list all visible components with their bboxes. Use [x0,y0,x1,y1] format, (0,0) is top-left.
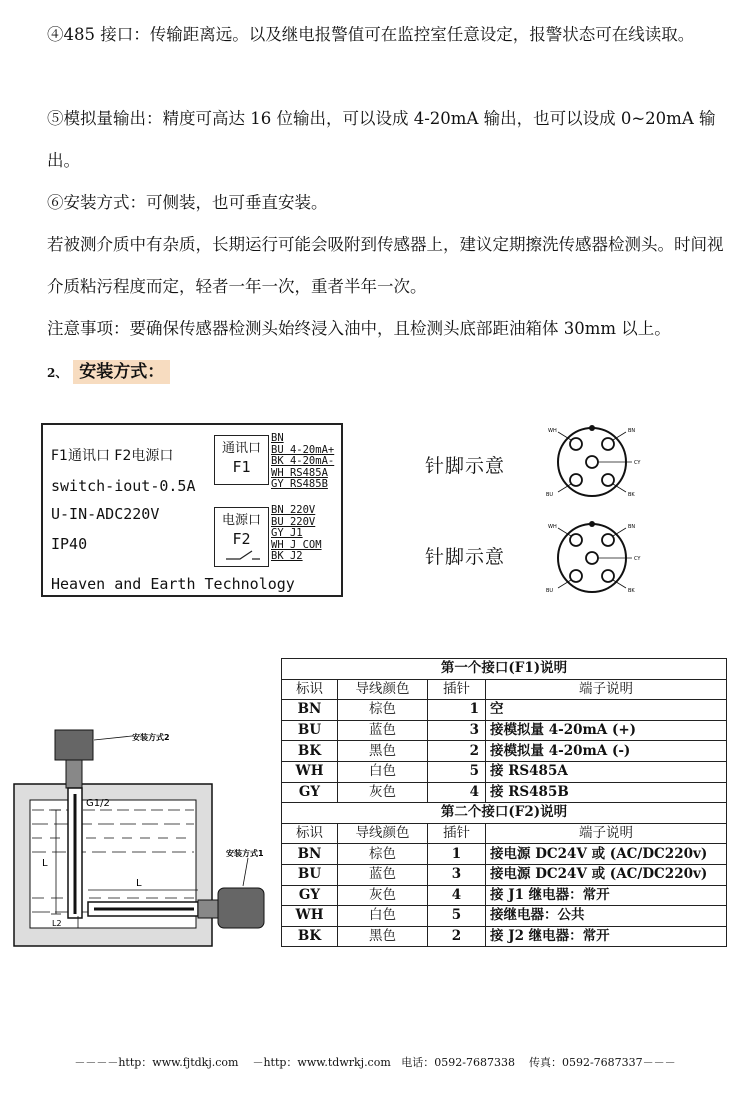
cell-pin: 5 [428,906,486,927]
header-cell: 插针 [428,823,486,844]
pin-label: BK [628,588,635,594]
cell-pin: 4 [428,782,486,803]
f2-wire: WH J COM [271,538,322,551]
f1-wire-list [271,433,334,491]
install-method-1-label: 安装方式1 [226,849,264,858]
cell-id: BK [282,926,338,947]
header-cell: 导线颜色 [338,679,428,700]
paragraph-install: ⑥安装方式：可侧装，也可垂直安装。 [47,193,328,212]
cell-color: 白色 [338,761,428,782]
pin-label: WH [548,428,557,434]
cell-color: 灰色 [338,782,428,803]
header-cell: 标识 [282,823,338,844]
cell-color: 棕色 [338,844,428,865]
pin-label: BU [546,588,554,594]
installation-diagram [8,728,280,950]
label-ip: IP40 [51,535,88,553]
cell-id: BN [282,700,338,721]
cell-pin: 3 [428,720,486,741]
pin-connector-diagrams [540,420,660,605]
header-cell: 导线颜色 [338,823,428,844]
cell-desc: 接继电器：公共 [486,906,727,927]
cell-id: GY [282,782,338,803]
cell-color: 黑色 [338,926,428,947]
paragraph-cleaning: 若被测介质中有杂质，长期运行可能会吸附到传感器上，建议定期擦洗传感器检测头。时间视介质粘污程度而定，轻者一年一次，重者半年一次。 [47,235,724,296]
f2-port-title: 电源口 [221,513,261,528]
cell-desc: 接模拟量 4-20mA (+) [486,720,727,741]
cell-pin: 1 [428,700,486,721]
header-cell: 端子说明 [486,823,727,844]
section-heading [47,357,170,382]
cell-id: WH [282,906,338,927]
product-label-plate [41,423,343,597]
cell-id: BU [282,720,338,741]
cell-desc: 接电源 DC24V 或 (AC/DC220v) [486,844,727,865]
f2-table-title: 第二个接口(F2)说明 [282,803,727,824]
cell-color: 蓝色 [338,864,428,885]
cell-color: 棕色 [338,700,428,721]
cell-id: BU [282,864,338,885]
pin-label: CY [634,556,641,562]
cell-desc: 接模拟量 4-20mA (-) [486,741,727,762]
f1-wire: WH RS485A [271,466,328,479]
label-maker: Heaven and Earth Technology [51,575,295,593]
install-method-2-label: 安装方式2 [132,733,170,742]
pin-label: BK [628,492,635,498]
pin-diagram-caption: 针脚示意 [425,455,506,477]
dim-l-horizontal: L [136,878,142,889]
connector-face [546,425,641,498]
dim-l2: L2 [52,919,62,928]
paragraph-485: ④485 接口：传输距离远。以及继电报警值可在监控室任意设定，报警状态可在线读取。 [47,25,695,44]
pin-diagram-caption: 针脚示意 [425,546,506,568]
f2-wire: BK J2 [271,550,303,562]
table-row [282,864,727,885]
label-input: U-IN-ADC220V [51,505,160,523]
table-row [282,906,727,927]
relay-switch-icon [222,548,262,562]
cell-pin: 1 [428,844,486,865]
pin-label: WH [548,524,557,530]
f2-port-name: F2 [232,530,251,548]
table-row [282,761,727,782]
f2-wire-list [271,505,322,563]
table-header-row [282,823,727,844]
f1-port-name: F1 [232,458,251,476]
pin-label: BU [546,492,554,498]
f2-wire: BU 220V [271,515,316,528]
cell-desc: 接电源 DC24V 或 (AC/DC220v) [486,864,727,885]
f1-port-title: 通讯口 [221,441,261,456]
section-title: 安装方式： [73,360,170,384]
cell-color: 黑色 [338,741,428,762]
f1-wire: BN [271,432,284,444]
section-number: 2、 [47,366,68,380]
cell-pin: 5 [428,761,486,782]
f1-table-title: 第一个接口(F1)说明 [282,659,727,680]
cell-pin: 2 [428,741,486,762]
f1-wire: BK 4-20mA- [271,455,335,467]
table-header-row [282,679,727,700]
f2-wire: BN 220V [271,504,316,516]
cell-color: 白色 [338,906,428,927]
cell-desc: 接 J2 继电器：常开 [486,926,727,947]
pin-label: BN [628,428,636,434]
cell-desc: 接 RS485B [486,782,727,803]
table-row [282,885,727,906]
connector-face [546,521,641,594]
cell-desc: 空 [486,700,727,721]
dim-l-vertical: L [42,858,48,869]
f1-wire: GY RS485B [271,478,328,490]
paragraph-analog-output: ⑤模拟量输出：精度可高达 16 位输出，可以设成 4-20mA 输出，也可以设成 0~20mA 输出。 [47,109,716,170]
cell-pin: 4 [428,885,486,906]
cell-pin: 2 [428,926,486,947]
pin-label: BN [628,524,636,530]
cell-desc: 接 J1 继电器：常开 [486,885,727,906]
label-ports-line: F1通讯口 F2电源口 [51,448,174,464]
paragraph-notice: 注意事项：要确保传感器检测头始终浸入油中，且检测头底部距油箱体 30mm 以上。 [47,319,671,338]
label-model: switch-iout-0.5A [51,477,196,495]
page-footer: －－－－http：www.fjtdkj.com －http：www.tdwrkj.com 电话：0592-7687338 传真：0592-7687337－－－ [74,1056,676,1069]
cell-id: WH [282,761,338,782]
header-cell: 插针 [428,679,486,700]
cell-id: BK [282,741,338,762]
f1-wire: BU 4-20mA+ [271,443,335,456]
table-row [282,782,727,803]
f2-port-box [214,507,269,567]
table-row [282,926,727,947]
cell-id: BN [282,844,338,865]
cell-pin: 3 [428,864,486,885]
f2-wire: GY J1 [271,527,303,539]
cell-color: 灰色 [338,885,428,906]
header-cell: 端子说明 [486,679,727,700]
pin-label: CY [634,460,641,466]
table-row [282,844,727,865]
interface-spec-table [281,658,727,947]
header-cell: 标识 [282,679,338,700]
cell-desc: 接 RS485A [486,761,727,782]
f1-port-box [214,435,269,485]
cell-id: GY [282,885,338,906]
table-row [282,700,727,721]
thread-label: G1/2 [86,798,110,809]
table-row [282,741,727,762]
cell-color: 蓝色 [338,720,428,741]
table-row [282,720,727,741]
